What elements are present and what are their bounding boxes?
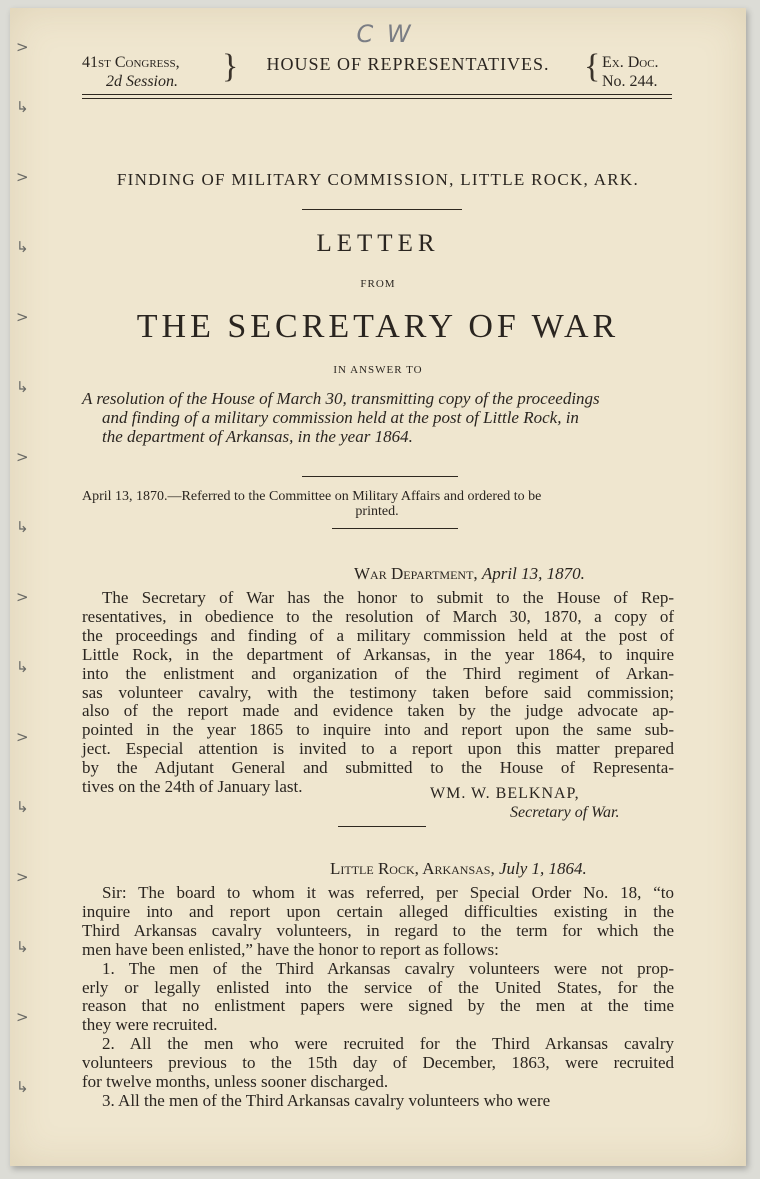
dateline-place: War Department,	[354, 564, 478, 583]
body-line: men have been enlisted,” have the honor to report as follows:	[82, 939, 499, 959]
from-label: FROM	[360, 278, 396, 290]
header-rule-bottom	[82, 98, 672, 99]
divider-rule	[302, 209, 462, 210]
body-line: Sir: The board to whom it was referred, per Special Order No. 18, “to	[102, 883, 674, 902]
congress-session	[82, 53, 232, 91]
session-label: 2d Session.	[106, 73, 178, 90]
dateline-date: April 13, 1870.	[481, 564, 585, 583]
resolution-text	[82, 389, 672, 446]
body-line: for twelve months, unless sooner discharged.	[82, 1072, 389, 1092]
body-line: the proceedings and finding of a military commission held at the post of	[82, 625, 674, 645]
letter-body-secretary	[82, 589, 674, 797]
body-line: also of the report made and evidence taken by the judge advocate ap-	[82, 701, 674, 721]
body-line: Third Arkansas cavalry volunteers, in regard to the term for which the	[82, 920, 674, 940]
divider-rule	[332, 528, 458, 529]
doc-type: Ex. Doc.	[602, 54, 659, 71]
resolution-line: and finding of a military commission held at the post of Little Rock, in	[102, 408, 579, 427]
letter-body-board	[82, 884, 674, 1111]
chamber-title: HOUSE OF REPRESENTATIVES.	[266, 54, 550, 74]
body-line: tives on the 24th of January last.	[82, 777, 303, 797]
document-page: > ↳ > ↳ > ↳ > ↳ > ↳ > ↳ > ↳ > ↳ C W 41st Congress, 2d Session. } HOUSE OF REPRESENTATIVES. { Ex. Doc. No. 244. FINDING OF MILITARY COMMISSION, LITTLE ROCK, ARK. LETTER FROM THE SECRETARY OF WAR IN ANSWER TO A resolution of the House of March 30, transmitting copy of the proceedings and finding of a military commission held at the post of Little Rock, in the department of Arkansas, in the year 1864. April 13, 1870.—Referred to the Committee on Military Affairs and ordered to be printed. War Department, April 13, 1870. The Secretary of War has the honor to submit to the House of Rep- resentatives, in obedience to the resolution of March 30, 1870, a copy of the proceedings and finding of a military commission held at the post of Little Rock, in the department of Arkansas, in the year 1864, to inquire into the enlistment and organization of the Third regiment of Arkan- sas volunteer cavalry, with the testimony taken before said commission; also of the report made and evidence taken by the judge advocate ap- pointed in the year 1865 to inquire into and report upon the same sub- ject. Especial attention is invited to a report upon this matter prepared by the Adjutant General and submitted to the House of Representa- tives on the 24th of January last. WM. W. BELKNAP, Secretary of War. Little Rock, Arkansas, July 1, 1864. Sir: The board to whom it was referred, per Special Order No. 18, “to inquire into and report upon certain alleged difficulties existing in the Third Arkansas cavalry volunteers, in regard to the term for which the men have been enlisted,” have the honor to report as follows: 1. The men of the Third Arkansas cavalry volunteers were not prop- erly or legally enlisted into the service of the United States, for the reason that no enlistment papers were signed by the men at the time they were recruited. 2. All the men who were recruited for the Third Arkansas cavalry volunteers previous to the 15th day of December, 1863, were recruited for twelve months, unless sooner discharged. 3. All the men of the Third Arkansas cavalry volunteers who were	[10, 8, 746, 1166]
body-line: 3. All the men of the Third Arkansas cavalry volunteers who were	[102, 1090, 551, 1110]
congress-label: 41st Congress,	[82, 54, 180, 71]
doc-number: No. 244.	[602, 73, 658, 90]
letter-heading: LETTER	[316, 230, 440, 257]
body-line: The Secretary of War has the honor to submit to the House of Rep-	[102, 588, 674, 607]
body-line: inquire into and report upon certain alleged difficulties existing in the	[82, 901, 674, 921]
document-subtitle: FINDING OF MILITARY COMMISSION, LITTLE ROCK, ARK.	[116, 170, 640, 189]
body-line: by the Adjutant General and submitted to the House of Representa-	[82, 758, 674, 778]
resolution-line: A resolution of the House of March 30, transmitting copy of the proceedings	[82, 389, 600, 408]
document-number	[602, 53, 712, 91]
signature-title: Secretary of War.	[510, 804, 620, 821]
body-line: volunteers previous to the 15th day of December, 1863, were recruited	[82, 1053, 674, 1073]
body-line: sas volunteer cavalry, with the testimony taken before said commission;	[82, 682, 674, 702]
body-line: pointed in the year 1865 to inquire into and report upon the same sub-	[82, 720, 674, 740]
referral-note	[82, 489, 672, 519]
signature-name: WM. W. BELKNAP,	[430, 785, 580, 802]
body-line: Little Rock, in the department of Arkansas, in the year 1864, to inquire	[82, 644, 674, 664]
handwritten-mark: C W	[356, 20, 414, 48]
body-line: into the enlistment and organization of the Third regiment of Arkan-	[82, 663, 674, 683]
secretary-heading: THE SECRETARY OF WAR	[136, 308, 620, 345]
body-line: reason that no enlistment papers were signed by the men at the time	[82, 996, 674, 1016]
little-rock-dateline	[330, 859, 587, 879]
body-line: 1. The men of the Third Arkansas cavalry volunteers were not prop-	[102, 958, 674, 978]
body-line: they were recruited.	[82, 1015, 218, 1035]
referral-line: April 13, 1870.—Referred to the Committee on Military Affairs and ordered to be	[82, 489, 542, 504]
body-line: resentatives, in obedience to the resolution of March 30, 1870, a copy of	[82, 606, 674, 626]
right-brace: {	[584, 48, 601, 85]
body-line: ject. Especial attention is invited to a report upon this matter prepared	[82, 739, 674, 759]
dateline-date: July 1, 1864.	[498, 859, 587, 878]
left-brace: }	[222, 48, 239, 85]
referral-line: printed.	[355, 504, 399, 519]
dateline-place: Little Rock, Arkansas,	[330, 859, 495, 878]
answer-label: IN ANSWER TO	[333, 364, 423, 376]
divider-rule	[302, 476, 458, 477]
war-department-dateline	[354, 564, 585, 584]
body-line: 2. All the men who were recruited for the Third Arkansas cavalry	[102, 1034, 674, 1054]
divider-rule	[338, 826, 426, 827]
body-line: erly or legally enlisted into the service of the United States, for the	[82, 977, 674, 997]
resolution-line: the department of Arkansas, in the year 1864.	[102, 427, 413, 446]
header-rule-top	[82, 94, 672, 95]
